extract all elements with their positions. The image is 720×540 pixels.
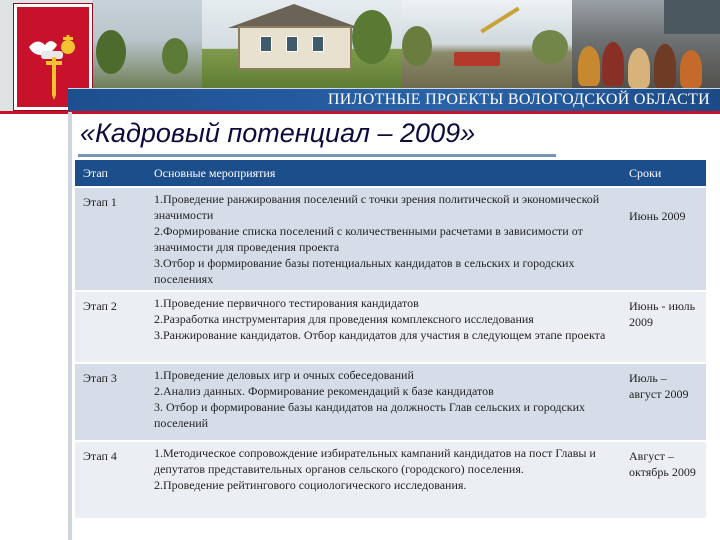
stage-cell: Этап 3 [75, 363, 146, 441]
deadline-cell: Июль – август 2009 [621, 363, 706, 441]
photo-village-street [92, 0, 202, 88]
activity-item: 3.Ранжирование кандидатов. Отбор кандидатов для участия в следующем этапе проекта [154, 328, 606, 342]
stage-cell: Этап 1 [75, 187, 146, 291]
table-row [75, 363, 706, 441]
deadline-cell: Июнь - июль 2009 [621, 291, 706, 363]
header-banner [0, 0, 720, 112]
column-header-deadline: Сроки [621, 160, 706, 187]
activity-item: 1.Проведение ранжирования поселений с точки зрения политической и экономической значимости [154, 192, 600, 222]
stage-cell: Этап 4 [75, 441, 146, 519]
region-banner-bar [68, 88, 720, 111]
activity-item: 2.Формирование списка поселений с количественными расчетами в зависимости от значимости для проведения проекта [154, 224, 583, 254]
table-row [75, 441, 706, 519]
activity-item: 3.Отбор и формирование базы потенциальных кандидатов в сельских и городских поселениях [154, 256, 575, 286]
table-header-row [75, 160, 706, 187]
activity-item: 3. Отбор и формирование базы кандидатов на должность Глав сельских и городских поселений [154, 400, 586, 430]
column-header-activities: Основные мероприятия [146, 160, 621, 187]
activity-item: 2.Проведение рейтингового социологического исследования. [154, 478, 467, 492]
table-row [75, 187, 706, 291]
activity-item: 2.Разработка инструментария для проведения комплексного исследования [154, 312, 534, 326]
photo-village-house [202, 0, 402, 88]
photo-construction-site [402, 0, 572, 88]
activities-cell [146, 441, 621, 519]
activities-cell [146, 187, 621, 291]
activities-cell [146, 291, 621, 363]
activities-cell [146, 363, 621, 441]
left-accent-bar [68, 112, 72, 540]
banner-title: ПИЛОТНЫЕ ПРОЕКТЫ ВОЛОГОДСКОЙ ОБЛАСТИ [327, 91, 710, 108]
table-row [75, 291, 706, 363]
activity-item: 2.Анализ данных. Формирование рекомендаций к базе кандидатов [154, 384, 494, 398]
header-divider [0, 111, 720, 114]
column-header-stage: Этап [75, 160, 146, 187]
stage-cell: Этап 2 [75, 291, 146, 363]
activity-item: 1.Методическое сопровождение избирательных кампаний кандидатов на пост Главы и депутатов представительных органов сельского (городского) поселения. [154, 446, 596, 476]
photo-people-crowd [572, 0, 720, 88]
title-underline [78, 154, 556, 157]
activity-item: 1.Проведение первичного тестирования кандидатов [154, 296, 419, 310]
page-title: «Кадровый потенциал – 2009» [80, 118, 476, 148]
deadline-cell: Июнь 2009 [621, 187, 706, 291]
project-stages-table [75, 160, 706, 520]
activity-item: 1.Проведение деловых игр и очных собеседований [154, 368, 414, 382]
deadline-cell: Август – октябрь 2009 [621, 441, 706, 519]
